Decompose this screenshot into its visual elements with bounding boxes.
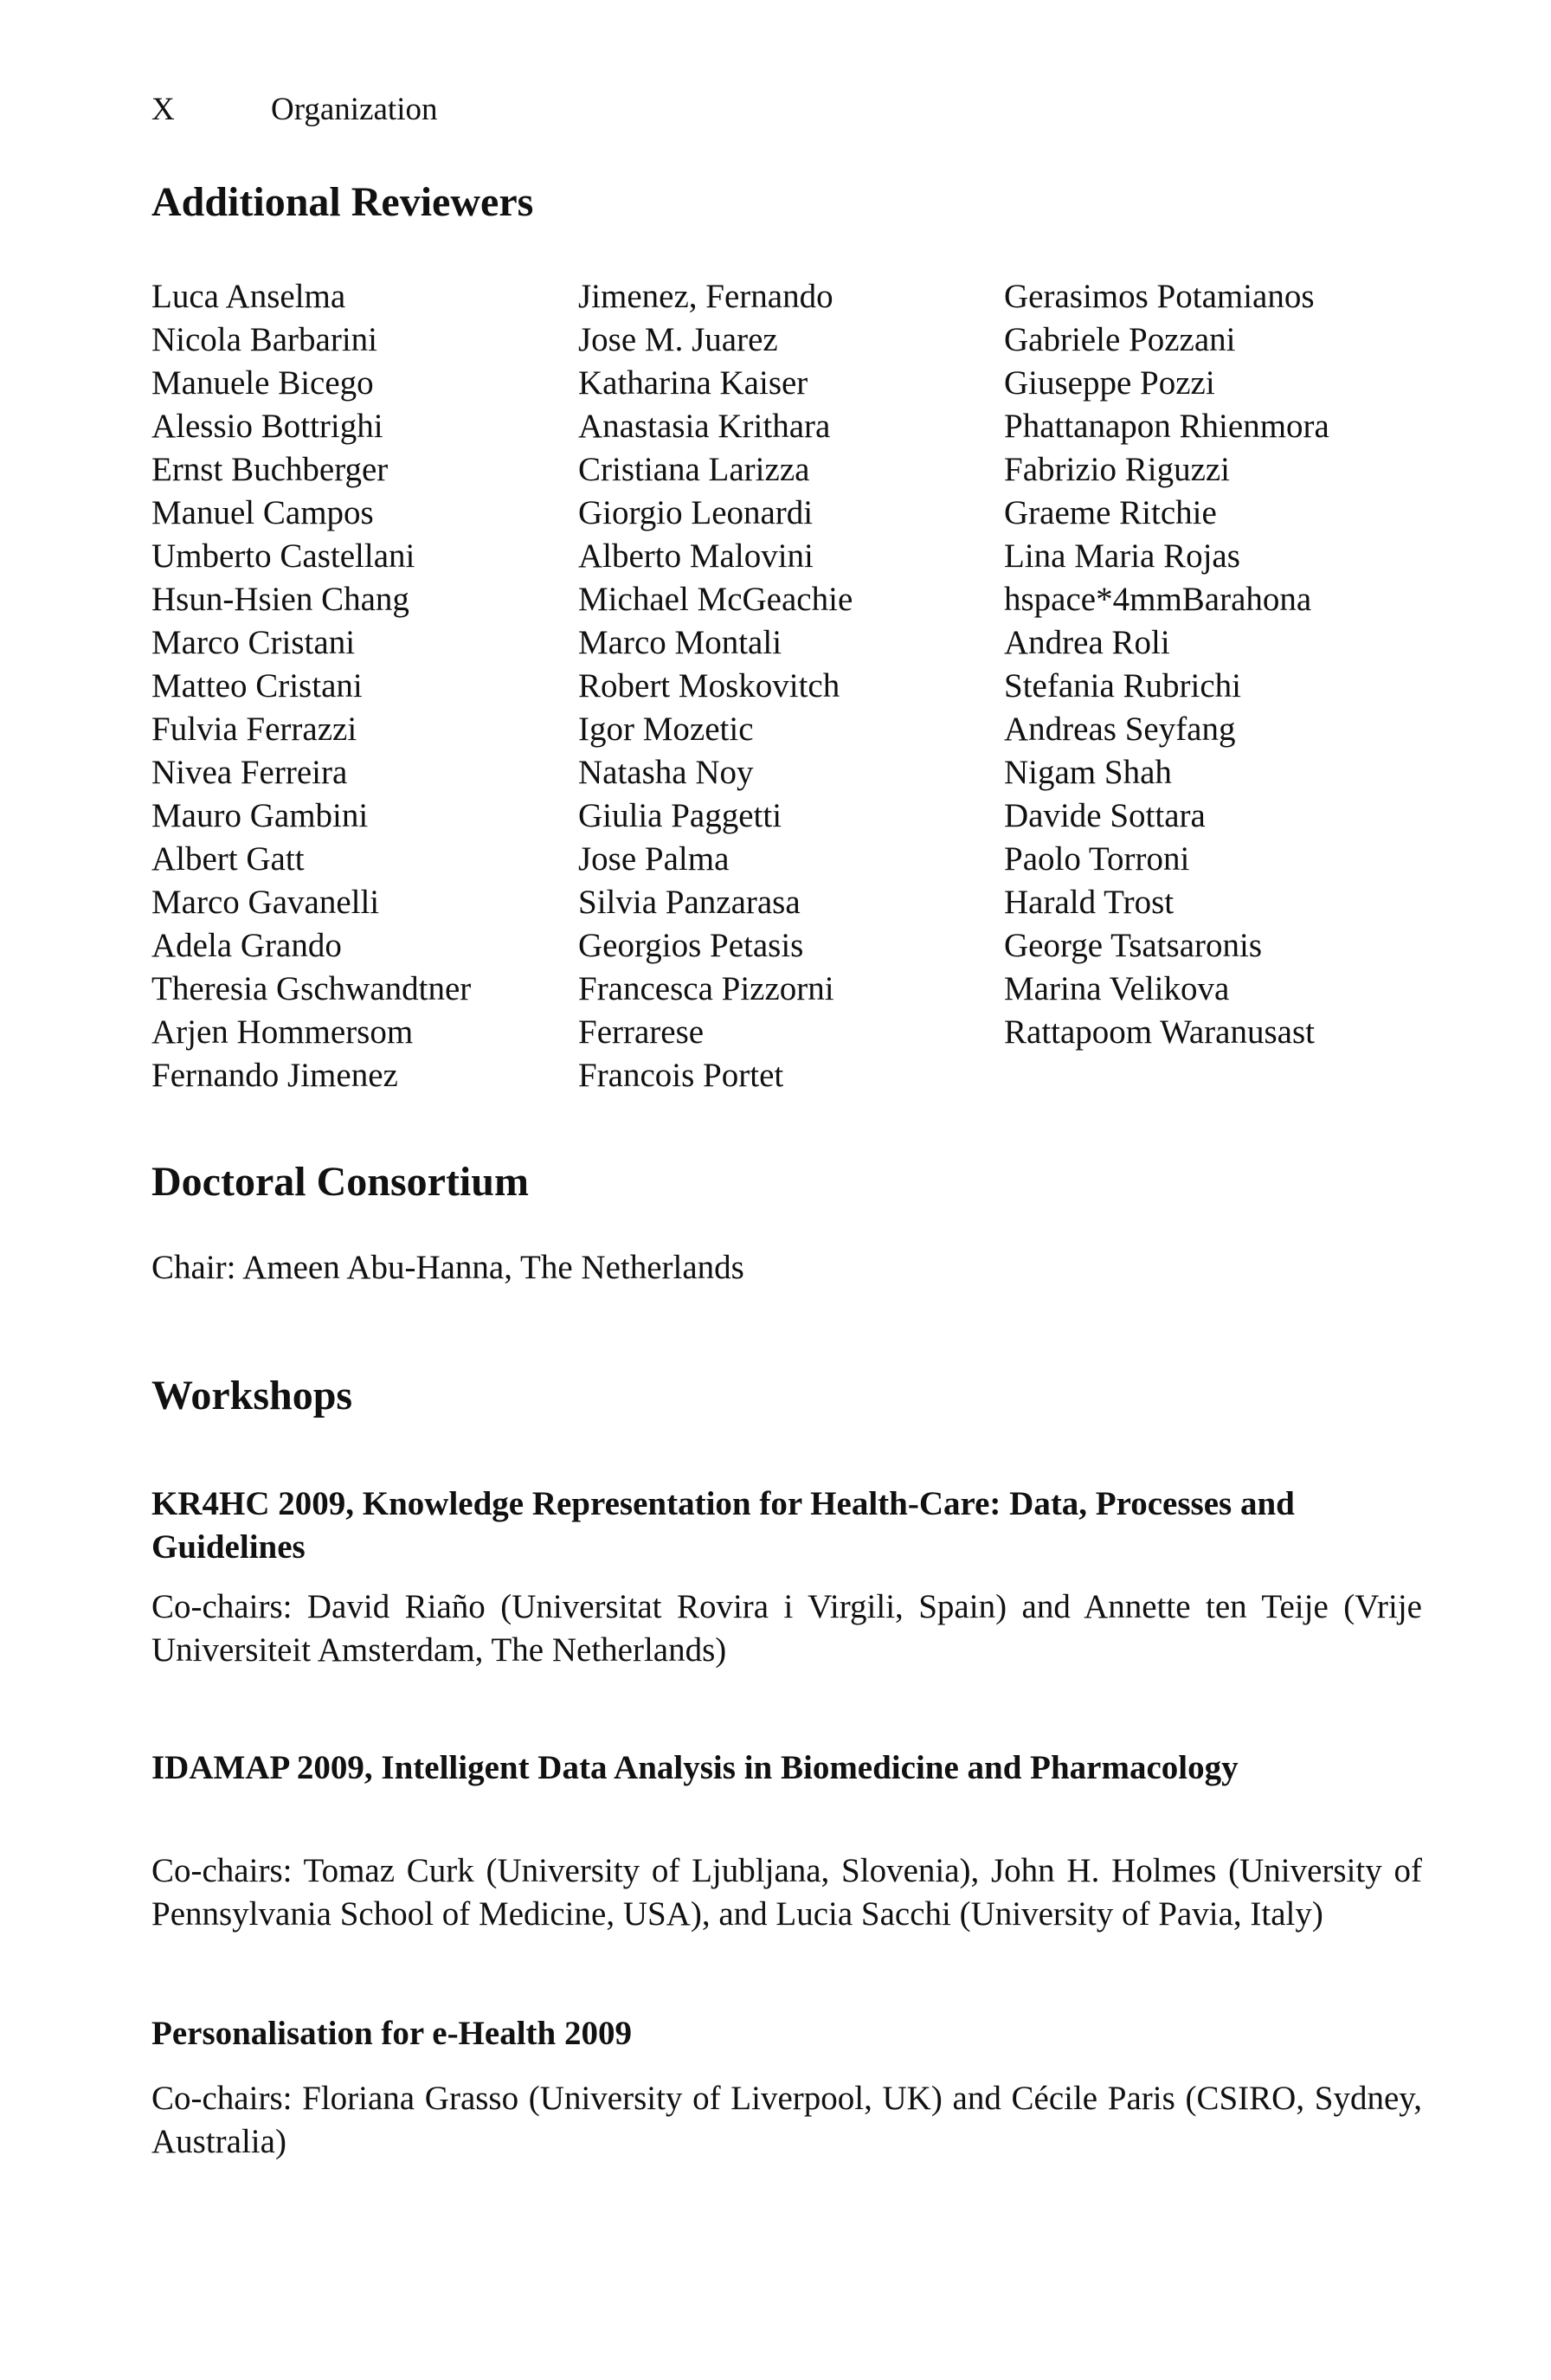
reviewer-name: Graeme Ritchie bbox=[1004, 494, 1217, 531]
workshop-title: KR4HC 2009, Knowledge Representation for Health-Care: Data, Processes and Guidelines bbox=[151, 1485, 1295, 1566]
reviewer-name: Fernando Jimenez bbox=[151, 1057, 398, 1094]
reviewer-name: Georgios Petasis bbox=[578, 927, 804, 964]
reviewer-column-1 bbox=[151, 275, 550, 1097]
reviewer-name: Hsun-Hsien Chang bbox=[151, 581, 409, 618]
reviewer-name: Gerasimos Potamianos bbox=[1004, 278, 1315, 315]
reviewer-name: Mauro Gambini bbox=[151, 797, 369, 834]
reviewer-name: Francois Portet bbox=[578, 1057, 784, 1094]
reviewer-name: Manuel Campos bbox=[151, 494, 374, 531]
workshop-chairs: Co-chairs: David Riaño (Universitat Rovira i Virgili, Spain) and Annette ten Teije (Vrije Universiteit Amsterdam, The Netherlands) bbox=[151, 1588, 1422, 1669]
reviewer-name: Paolo Torroni bbox=[1004, 840, 1190, 878]
reviewer-name: Alessio Bottrighi bbox=[151, 408, 383, 445]
reviewer-name: Phattanapon Rhienmora bbox=[1004, 408, 1329, 445]
reviewer-name: Albert Gatt bbox=[151, 840, 305, 878]
reviewer-name: Giulia Paggetti bbox=[578, 797, 782, 834]
reviewer-name: Jose M. Juarez bbox=[578, 321, 778, 358]
reviewer-name: Nicola Barbarini bbox=[151, 321, 377, 358]
reviewer-name: Marina Velikova bbox=[1004, 970, 1230, 1007]
reviewer-name: Michael McGeachie bbox=[578, 581, 853, 618]
reviewer-name: Umberto Castellani bbox=[151, 537, 415, 575]
reviewer-name: Alberto Malovini bbox=[578, 537, 814, 575]
reviewer-name: Natasha Noy bbox=[578, 754, 754, 791]
additional-reviewers-heading: Additional Reviewers bbox=[151, 179, 534, 225]
reviewer-name: Igor Mozetic bbox=[578, 711, 754, 748]
reviewer-name: Marco Gavanelli bbox=[151, 884, 380, 921]
reviewer-name: Nigam Shah bbox=[1004, 754, 1172, 791]
workshop-chairs: Co-chairs: Tomaz Curk (University of Ljubljana, Slovenia), John H. Holmes (University of Pennsylvania School of Medicine, USA), and Lucia Sacchi (University of Pavia, Italy) bbox=[151, 1852, 1422, 1933]
reviewer-name: Davide Sottara bbox=[1004, 797, 1206, 834]
workshop-chairs: Co-chairs: Floriana Grasso (University of Liverpool, UK) and Cécile Paris (CSIRO, Sydney, Australia) bbox=[151, 2080, 1422, 2160]
reviewer-name: Fabrizio Riguzzi bbox=[1004, 451, 1231, 488]
reviewer-name: Gabriele Pozzani bbox=[1004, 321, 1236, 358]
reviewer-name: Cristiana Larizza bbox=[578, 451, 810, 488]
reviewer-name: Marco Cristani bbox=[151, 624, 356, 661]
reviewer-name: Theresia Gschwandtner bbox=[151, 970, 472, 1007]
reviewer-name: hspace*4mmBarahona bbox=[1004, 581, 1312, 618]
reviewer-name: Jimenez, Fernando bbox=[578, 278, 833, 315]
reviewer-name: Matteo Cristani bbox=[151, 667, 363, 704]
reviewer-name: Luca Anselma bbox=[151, 278, 346, 315]
reviewer-name: Manuele Bicego bbox=[151, 364, 374, 402]
reviewer-name: Arjen Hommersom bbox=[151, 1013, 414, 1051]
reviewer-name: Fulvia Ferrazzi bbox=[151, 711, 357, 748]
doctoral-consortium-heading: Doctoral Consortium bbox=[151, 1159, 529, 1205]
reviewer-name: Robert Moskovitch bbox=[578, 667, 840, 704]
reviewer-column-3 bbox=[1004, 275, 1411, 1054]
workshop-title: IDAMAP 2009, Intelligent Data Analysis in Biomedicine and Pharmacology bbox=[151, 1749, 1239, 1786]
reviewer-name: Lina Maria Rojas bbox=[1004, 537, 1240, 575]
reviewer-name: Harald Trost bbox=[1004, 884, 1175, 921]
reviewer-column-2 bbox=[578, 275, 968, 1097]
workshop-title: Personalisation for e-Health 2009 bbox=[151, 2015, 632, 2052]
reviewer-name: Francesca Pizzorni Ferrarese bbox=[578, 970, 834, 1051]
reviewer-name: Silvia Panzarasa bbox=[578, 884, 801, 921]
running-head bbox=[151, 93, 437, 125]
workshops-heading: Workshops bbox=[151, 1373, 353, 1418]
reviewer-name: Giuseppe Pozzi bbox=[1004, 364, 1215, 402]
doctoral-consortium-chair: Chair: Ameen Abu-Hanna, The Netherlands bbox=[151, 1249, 744, 1286]
reviewer-name: Ernst Buchberger bbox=[151, 451, 389, 488]
reviewer-name: Rattapoom Waranusast bbox=[1004, 1013, 1315, 1051]
reviewer-name: Nivea Ferreira bbox=[151, 754, 348, 791]
reviewer-name: Marco Montali bbox=[578, 624, 782, 661]
reviewer-name: Andrea Roli bbox=[1004, 624, 1170, 661]
reviewer-name: Adela Grando bbox=[151, 927, 342, 964]
reviewer-name: Giorgio Leonardi bbox=[578, 494, 814, 531]
reviewer-name: Andreas Seyfang bbox=[1004, 711, 1236, 748]
reviewer-name: George Tsatsaronis bbox=[1004, 927, 1263, 964]
page-number: X bbox=[151, 92, 175, 127]
reviewer-name: Anastasia Krithara bbox=[578, 408, 831, 445]
reviewer-name: Jose Palma bbox=[578, 840, 730, 878]
running-head-section: Organization bbox=[271, 92, 438, 127]
reviewer-name: Katharina Kaiser bbox=[578, 364, 808, 402]
reviewer-name: Stefania Rubrichi bbox=[1004, 667, 1242, 704]
